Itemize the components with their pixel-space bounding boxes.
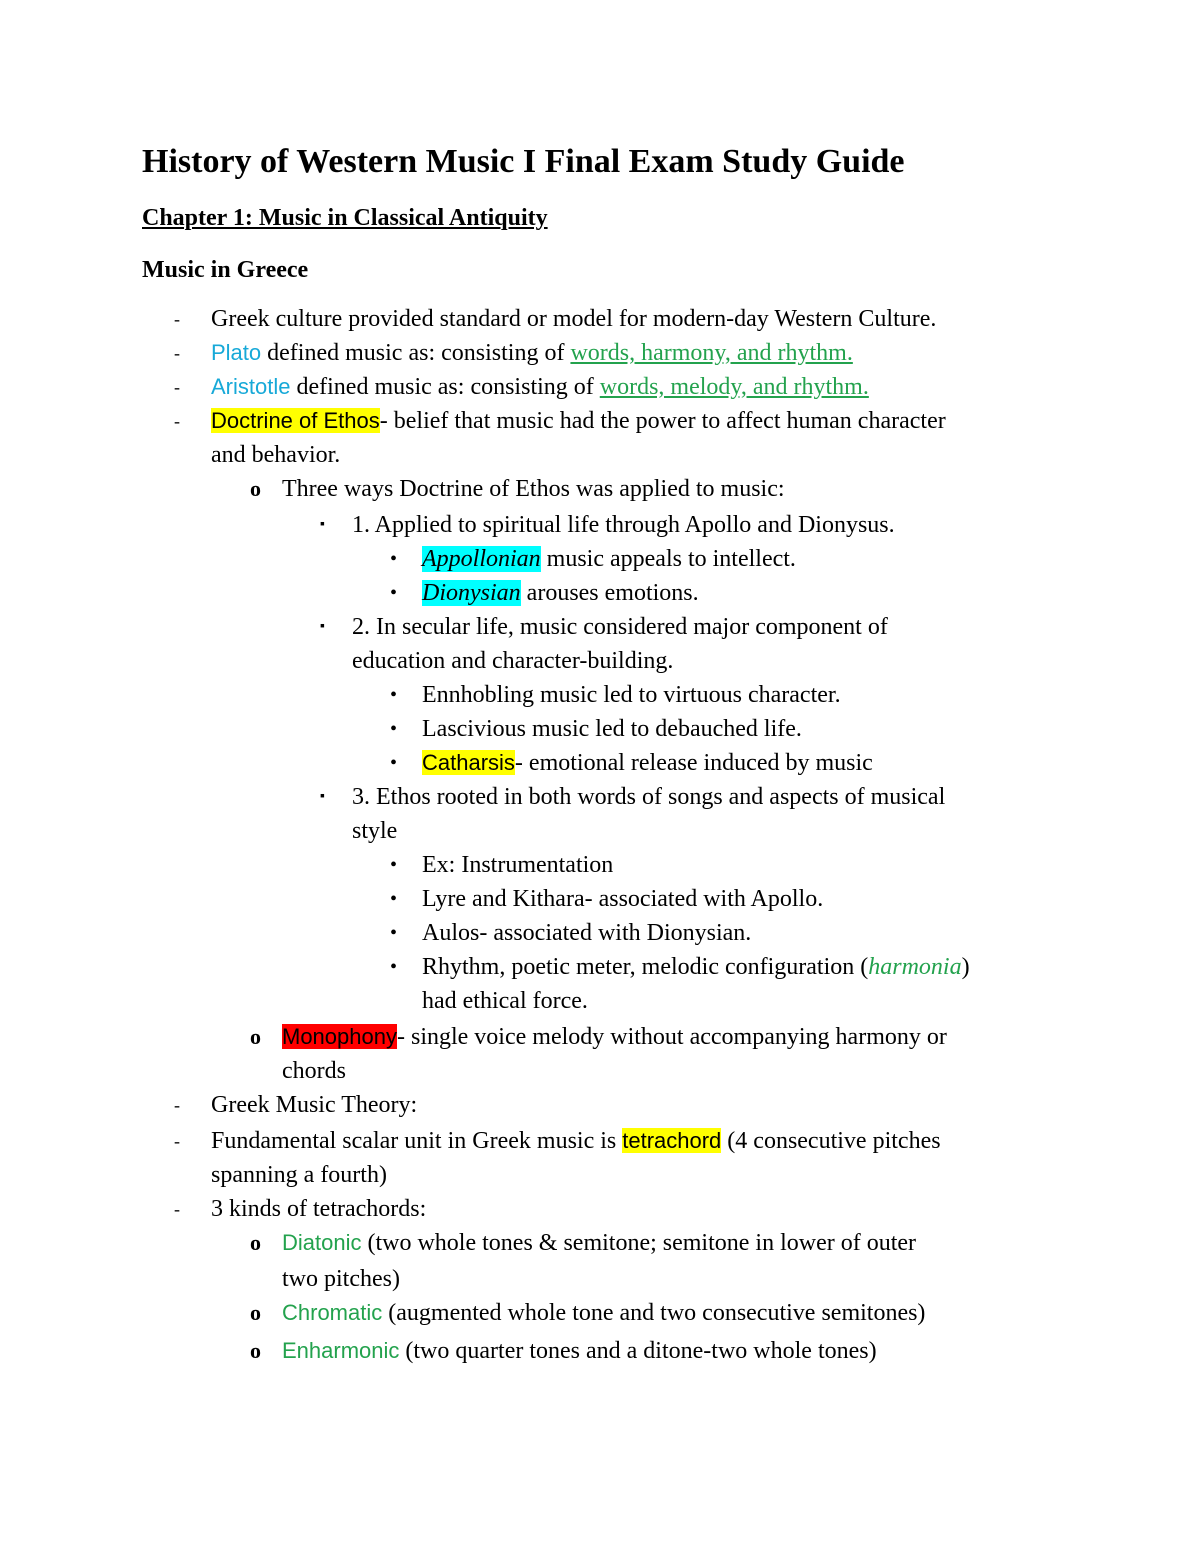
list-item-continuation: two pitches) [282,1266,400,1292]
list-item: Lyre and Kithara- associated with Apollo. [422,886,824,912]
round-bullet: • [390,752,398,774]
list-item: Plato defined music as: consisting of words, harmony, and rhythm. [211,340,853,366]
list-item: Greek Music Theory: [211,1092,418,1118]
round-bullet: • [390,922,398,944]
list-item: Diatonic (two whole tones & semitone; semitone in lower of outer [282,1230,917,1256]
circle-bullet: o [250,1300,261,1325]
list-item-continuation: spanning a fourth) [211,1162,387,1188]
term-text: Enharmonic [282,1338,400,1363]
circle-bullet: o [250,1338,261,1363]
highlighted-term: Monophony [282,1024,397,1049]
circle-bullet: o [250,476,261,501]
list-item: Ennhobling music led to virtuous character. [422,682,841,708]
round-bullet: • [390,548,398,570]
list-item: Rhythm, poetic meter, melodic configuration (harmonia) [422,954,970,980]
dash-bullet: - [174,1095,180,1115]
page-title: History of Western Music I Final Exam Study Guide [142,143,905,180]
list-item: 3 kinds of tetrachords: [211,1196,427,1222]
highlighted-term: Dionysian [422,580,521,606]
list-item-continuation: chords [282,1058,346,1084]
chapter-heading: Chapter 1: Music in Classical Antiquity [142,205,548,231]
definition-text: words, harmony, and rhythm. [570,340,853,366]
square-bullet: ▪ [320,789,325,804]
round-bullet: • [390,684,398,706]
list-item: Aulos- associated with Dionysian. [422,920,752,946]
person-name: Plato [211,340,262,365]
list-item-continuation: and behavior. [211,442,341,468]
person-name: Aristotle [211,374,291,399]
square-bullet: ▪ [320,517,325,532]
definition-text: words, melody, and rhythm. [599,374,869,400]
list-item: Chromatic (augmented whole tone and two consecutive semitones) [282,1300,926,1326]
list-item: Three ways Doctrine of Ethos was applied to music: [282,476,785,502]
term-text: Chromatic [282,1300,383,1325]
section-heading: Music in Greece [142,257,309,283]
dash-bullet: - [174,411,180,431]
dash-bullet: - [174,343,180,363]
dash-bullet: - [174,1131,180,1151]
dash-bullet: - [174,377,180,397]
list-item-continuation: education and character-building. [352,648,674,674]
list-item: Aristotle defined music as: consisting of words, melody, and rhythm. [211,374,869,400]
highlighted-term: Appollonian [422,546,541,572]
list-item: Doctrine of Ethos- belief that music had the power to affect human character [211,408,946,434]
list-item: Lascivious music led to debauched life. [422,716,802,742]
term-text: Diatonic [282,1230,362,1255]
list-item: 3. Ethos rooted in both words of songs and aspects of musical [352,784,946,810]
dash-bullet: - [174,309,180,329]
list-item: Dionysian arouses emotions. [422,580,699,606]
round-bullet: • [390,888,398,910]
list-item: Fundamental scalar unit in Greek music is tetrachord (4 consecutive pitches [211,1128,941,1154]
list-item: Catharsis- emotional release induced by music [422,750,873,776]
list-item: 1. Applied to spiritual life through Apollo and Dionysus. [352,512,895,538]
highlighted-term: tetrachord [622,1128,722,1153]
square-bullet: ▪ [320,619,325,634]
list-item: Enharmonic (two quarter tones and a ditone-two whole tones) [282,1338,877,1364]
list-item: 2. In secular life, music considered major component of [352,614,888,640]
dash-bullet: - [174,1199,180,1219]
list-item: Ex: Instrumentation [422,852,614,878]
list-item: Greek culture provided standard or model for modern-day Western Culture. [211,306,937,332]
round-bullet: • [390,718,398,740]
round-bullet: • [390,582,398,604]
round-bullet: • [390,854,398,876]
term-text: harmonia [868,954,962,980]
list-item: Appollonian music appeals to intellect. [422,546,796,572]
list-item: Monophony- single voice melody without accompanying harmony or [282,1024,947,1050]
list-item-continuation: style [352,818,398,844]
highlighted-term: Catharsis [422,750,515,775]
round-bullet: • [390,956,398,978]
list-item-continuation: had ethical force. [422,988,588,1014]
circle-bullet: o [250,1024,261,1049]
circle-bullet: o [250,1230,261,1255]
highlighted-term: Doctrine of Ethos [211,408,380,433]
